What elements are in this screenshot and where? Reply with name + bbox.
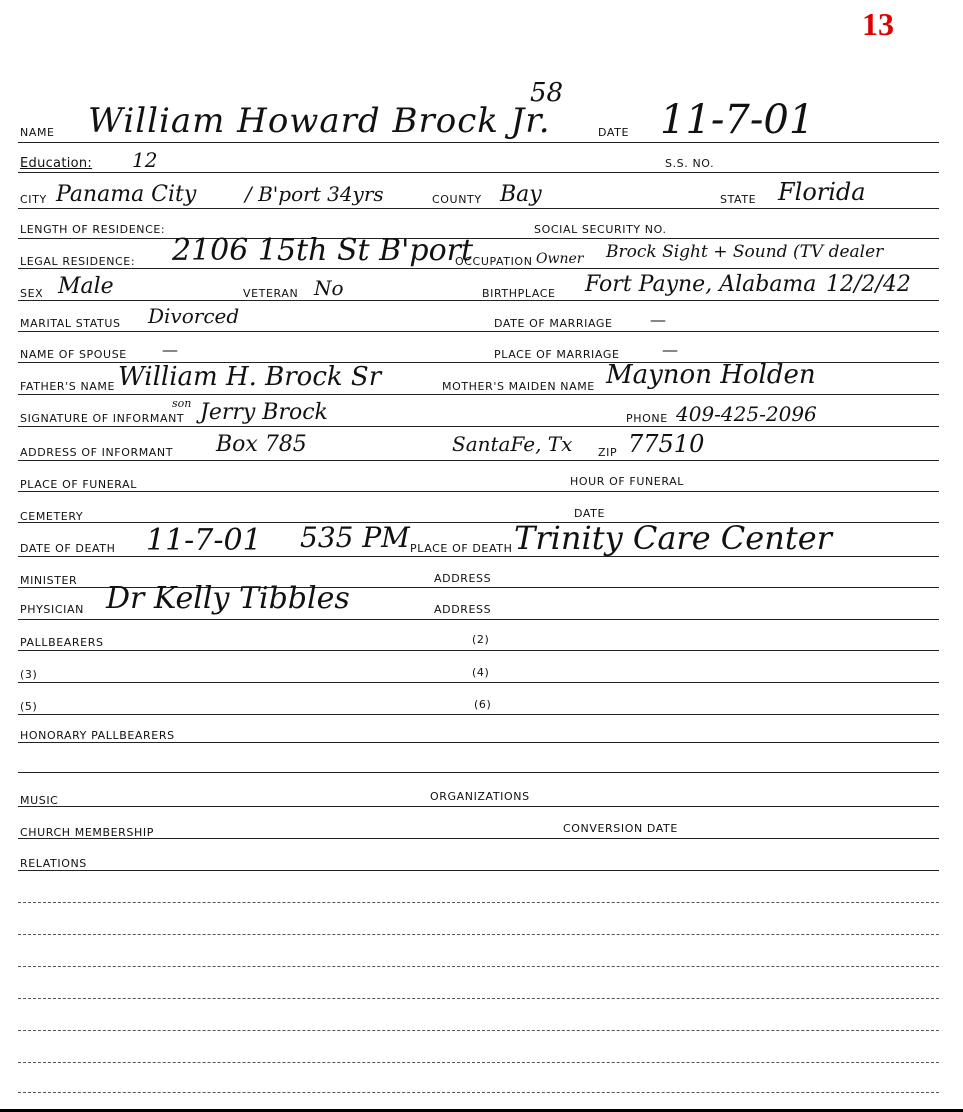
fathers-name-label: FATHER'S NAME bbox=[20, 380, 116, 393]
age-entry: 58 bbox=[530, 78, 564, 108]
occupation-label: OCCUPATION bbox=[455, 255, 533, 268]
state-label: STATE bbox=[720, 193, 757, 206]
marital-status-label: MARITAL STATUS bbox=[20, 317, 121, 330]
zip-label: ZIP bbox=[598, 446, 618, 459]
date-of-death-entry: 11-7-01 bbox=[146, 523, 262, 558]
form-line bbox=[18, 650, 939, 651]
form-line bbox=[18, 394, 939, 395]
organizations-label: ORGANIZATIONS bbox=[430, 790, 530, 803]
birthplace-label: BIRTHPLACE bbox=[482, 287, 556, 300]
form-line bbox=[18, 838, 939, 839]
cemetery-date-label: DATE bbox=[574, 507, 606, 520]
informant-city-entry: SantaFe, Tx bbox=[452, 432, 573, 456]
form-line bbox=[18, 902, 939, 903]
form-line bbox=[18, 870, 939, 871]
date-of-death-label: DATE OF DEATH bbox=[20, 542, 116, 555]
form-line bbox=[18, 714, 939, 715]
pallbearer-3-label: (3) bbox=[20, 668, 38, 681]
veteran-label: VETERAN bbox=[243, 287, 299, 300]
form-line bbox=[18, 998, 939, 999]
form-line bbox=[18, 300, 939, 301]
form-line bbox=[18, 1030, 939, 1031]
birthplace-entry: Fort Payne, Alabama bbox=[585, 272, 817, 297]
legal-residence-label: LEGAL RESIDENCE: bbox=[20, 255, 136, 268]
informant-address-entry: Box 785 bbox=[216, 432, 307, 457]
date-entry: 11-7-01 bbox=[660, 97, 815, 143]
cemetery-label: CEMETERY bbox=[20, 510, 84, 523]
form-line bbox=[18, 331, 939, 332]
pallbearer-4-label: (4) bbox=[472, 666, 490, 679]
minister-address-label: ADDRESS bbox=[434, 572, 492, 585]
form-line bbox=[18, 772, 939, 773]
form-line bbox=[18, 1092, 939, 1093]
signature-label: SIGNATURE OF INFORMANT bbox=[20, 412, 185, 425]
form-line bbox=[18, 1062, 939, 1063]
name-of-spouse-entry: — bbox=[162, 340, 178, 359]
address-informant-label: ADDRESS OF INFORMANT bbox=[20, 446, 174, 459]
honorary-pallbearers-label: HONORARY PALLBEARERS bbox=[20, 729, 175, 742]
form-line bbox=[18, 934, 939, 935]
place-of-death-label: PLACE OF DEATH bbox=[410, 542, 513, 555]
legal-residence-entry: 2106 15th St B'port bbox=[172, 233, 474, 268]
signature-note-entry: son bbox=[172, 397, 192, 410]
ss-no-label: S.S. NO. bbox=[665, 157, 715, 170]
form-line bbox=[18, 268, 939, 269]
mothers-maiden-entry: Maynon Holden bbox=[606, 360, 816, 390]
marital-status-entry: Divorced bbox=[148, 304, 240, 328]
state-entry: Florida bbox=[778, 178, 866, 206]
form-line bbox=[18, 172, 939, 173]
name-label: NAME bbox=[20, 126, 55, 139]
education-entry: 12 bbox=[132, 148, 158, 172]
mothers-maiden-label: MOTHER'S MAIDEN NAME bbox=[442, 380, 595, 393]
place-of-marriage-label: PLACE OF MARRIAGE bbox=[494, 348, 620, 361]
city-label: CITY bbox=[20, 193, 47, 206]
hour-of-funeral-label: HOUR OF FUNERAL bbox=[570, 475, 685, 488]
education-label: Education: bbox=[20, 156, 93, 171]
form-line bbox=[18, 682, 939, 683]
form-line bbox=[18, 556, 939, 557]
place-of-funeral-label: PLACE OF FUNERAL bbox=[20, 478, 137, 491]
place-of-death-entry: Trinity Care Center bbox=[514, 519, 832, 557]
fathers-name-entry: William H. Brock Sr bbox=[118, 362, 382, 392]
zip-entry: 77510 bbox=[628, 430, 705, 458]
physician-entry: Dr Kelly Tibbles bbox=[106, 581, 350, 616]
place-of-marriage-entry: — bbox=[662, 340, 678, 359]
occupation-detail-entry: Brock Sight + Sound (TV dealer bbox=[606, 242, 884, 262]
form-line bbox=[18, 619, 939, 620]
conversion-date-label: CONVERSION DATE bbox=[563, 822, 678, 835]
name-entry: William Howard Brock Jr. bbox=[88, 101, 551, 141]
phone-label: PHONE bbox=[626, 412, 668, 425]
city-note-entry: / B'port 34yrs bbox=[245, 182, 384, 206]
date-label: DATE bbox=[598, 126, 630, 139]
veteran-entry: No bbox=[314, 276, 344, 300]
time-of-death-entry: 535 PM bbox=[300, 521, 410, 554]
pallbearer-5-label: (5) bbox=[20, 700, 38, 713]
county-label: COUNTY bbox=[432, 193, 482, 206]
occupation-entry: Owner bbox=[536, 251, 584, 267]
city-entry: Panama City bbox=[56, 182, 197, 207]
pallbearer-6-label: (6) bbox=[474, 698, 492, 711]
form-line bbox=[18, 142, 939, 143]
physician-label: PHYSICIAN bbox=[20, 603, 84, 616]
relations-label: RELATIONS bbox=[20, 857, 87, 870]
church-membership-label: CHURCH MEMBERSHIP bbox=[20, 826, 154, 839]
form-line bbox=[18, 742, 939, 743]
music-label: MUSIC bbox=[20, 794, 59, 807]
birth-date-entry: 12/2/42 bbox=[826, 272, 911, 297]
form-line bbox=[18, 491, 939, 492]
social-security-label: SOCIAL SECURITY NO. bbox=[534, 223, 667, 236]
length-of-residence-label: LENGTH OF RESIDENCE: bbox=[20, 223, 166, 236]
county-entry: Bay bbox=[500, 182, 542, 207]
physician-address-label: ADDRESS bbox=[434, 603, 492, 616]
signature-entry: Jerry Brock bbox=[200, 400, 328, 425]
phone-entry: 409-425-2096 bbox=[676, 402, 817, 426]
form-line bbox=[18, 460, 939, 461]
minister-label: MINISTER bbox=[20, 574, 78, 587]
form-line bbox=[18, 238, 939, 239]
sex-entry: Male bbox=[58, 274, 114, 299]
form-line bbox=[18, 208, 939, 209]
page-number: 13 bbox=[862, 6, 894, 42]
sex-label: SEX bbox=[20, 287, 44, 300]
name-of-spouse-label: NAME OF SPOUSE bbox=[20, 348, 127, 361]
form-line bbox=[18, 966, 939, 967]
date-of-marriage-label: DATE OF MARRIAGE bbox=[494, 317, 613, 330]
pallbearer-2-label: (2) bbox=[472, 633, 490, 646]
form-line bbox=[18, 426, 939, 427]
pallbearers-label: PALLBEARERS bbox=[20, 636, 104, 649]
date-of-marriage-entry: — bbox=[650, 310, 666, 329]
form-line bbox=[18, 806, 939, 807]
